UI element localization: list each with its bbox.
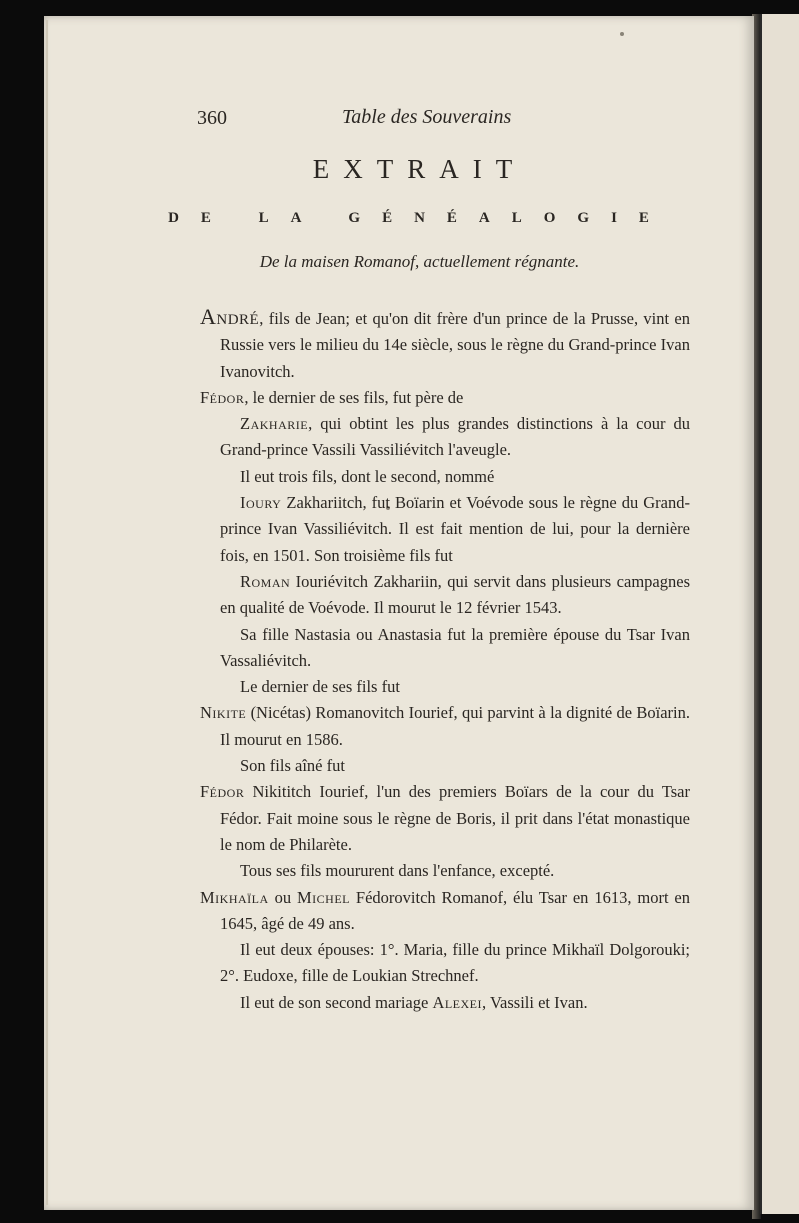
paragraph-mikhaila: Mikhaïla ou Michel Fédorovitch Romanof, élu Tsar en 1613, mort en 1645, âgé de 49 ans.: [200, 887, 691, 933]
person-name: Roman: [240, 571, 291, 591]
paragraph-enfance: Tous ses fils moururent dans l'enfance, excepté.: [240, 861, 555, 881]
subtitle: De la maisen Romanof, actuellement régnante.: [259, 252, 580, 271]
paragraph-second-mariage: Il eut de son second mariage Alexei, Vassili et Ivan.: [240, 992, 588, 1012]
title-extrait: EXTRAIT: [312, 154, 527, 184]
paragraph-fedor-2: Fédor Nikititch Iourief, l'un des premiers Boïars de la cour du Tsar Fédor. Fait moine sous le règne de Boris, il prit dans l'état monastique le nom de Philarète.: [200, 782, 690, 854]
paragraph-ioury: Ioury Zakhariitch, fut Boïarin et Voévode sous le règne du Grand-prince Ivan Vassiliévitch. Il est fait mention de lui, pour la dernière fois, en 1501. Son troisième fils fut: [220, 493, 690, 565]
paragraph-fedor-1: Fédor, le dernier de ses fils, fut père de: [200, 387, 464, 407]
person-name: Michel: [297, 887, 350, 907]
person-name: Mikhaïla: [200, 887, 269, 907]
paragraph-andre: André, fils de Jean; et qu'on dit frère d'un prince de la Prusse, vint en Russie vers le milieu du 14e siècle, sous le règne du Grand-prince Ivan Ivanovitch.: [200, 304, 690, 381]
person-name: André: [200, 304, 260, 329]
facing-page-edge: [760, 14, 799, 1214]
paragraph-fils-aine: Son fils aîné fut: [240, 756, 345, 776]
paragraph-nikite: Nikite (Nicétas) Romanovitch Iourief, qui parvint à la dignité de Boïarin. Il mourut en 1586.: [200, 703, 690, 749]
person-name: Nikite: [200, 703, 247, 723]
title-genealogie: DE LA GÉNÉALOGIE: [168, 210, 671, 226]
paragraph-dernier-fils: Le dernier de ses fils fut: [240, 677, 400, 697]
page-border: [46, 20, 48, 1205]
page-number: 360: [197, 107, 227, 129]
paragraph-roman: Roman Iouriévitch Zakhariin, qui servit dans plusieurs campagnes en qualité de Voévode. Il mourut le 12 février 1543.: [220, 571, 690, 618]
person-name: Alexei: [432, 992, 483, 1012]
paragraph-trois-fils: Il eut trois fils, dont le second, nommé: [240, 466, 495, 486]
person-name: Fédor: [200, 782, 245, 802]
paragraph-nastasia: Sa fille Nastasia ou Anastasia fut la première épouse du Tsar Ivan Vassaliévitch.: [220, 624, 690, 670]
person-name: Fédor: [200, 387, 245, 407]
person-name: Zakharie: [240, 414, 309, 434]
genealogy-text: [200, 304, 690, 1016]
paper-speck: [620, 32, 624, 36]
paragraph-epouses: Il eut deux épouses: 1°. Maria, fille du prince Mikhaïl Dolgorouki; 2°. Eudoxe, fille de Loukian Strechnef.: [220, 940, 690, 986]
paragraph-zakharie: Zakharie, qui obtint les plus grandes distinctions à la cour du Grand-prince Vassili Vassiliévitch l'aveugle.: [220, 414, 690, 460]
person-name: Ioury: [240, 493, 282, 513]
running-title: Table des Souverains: [342, 106, 512, 128]
